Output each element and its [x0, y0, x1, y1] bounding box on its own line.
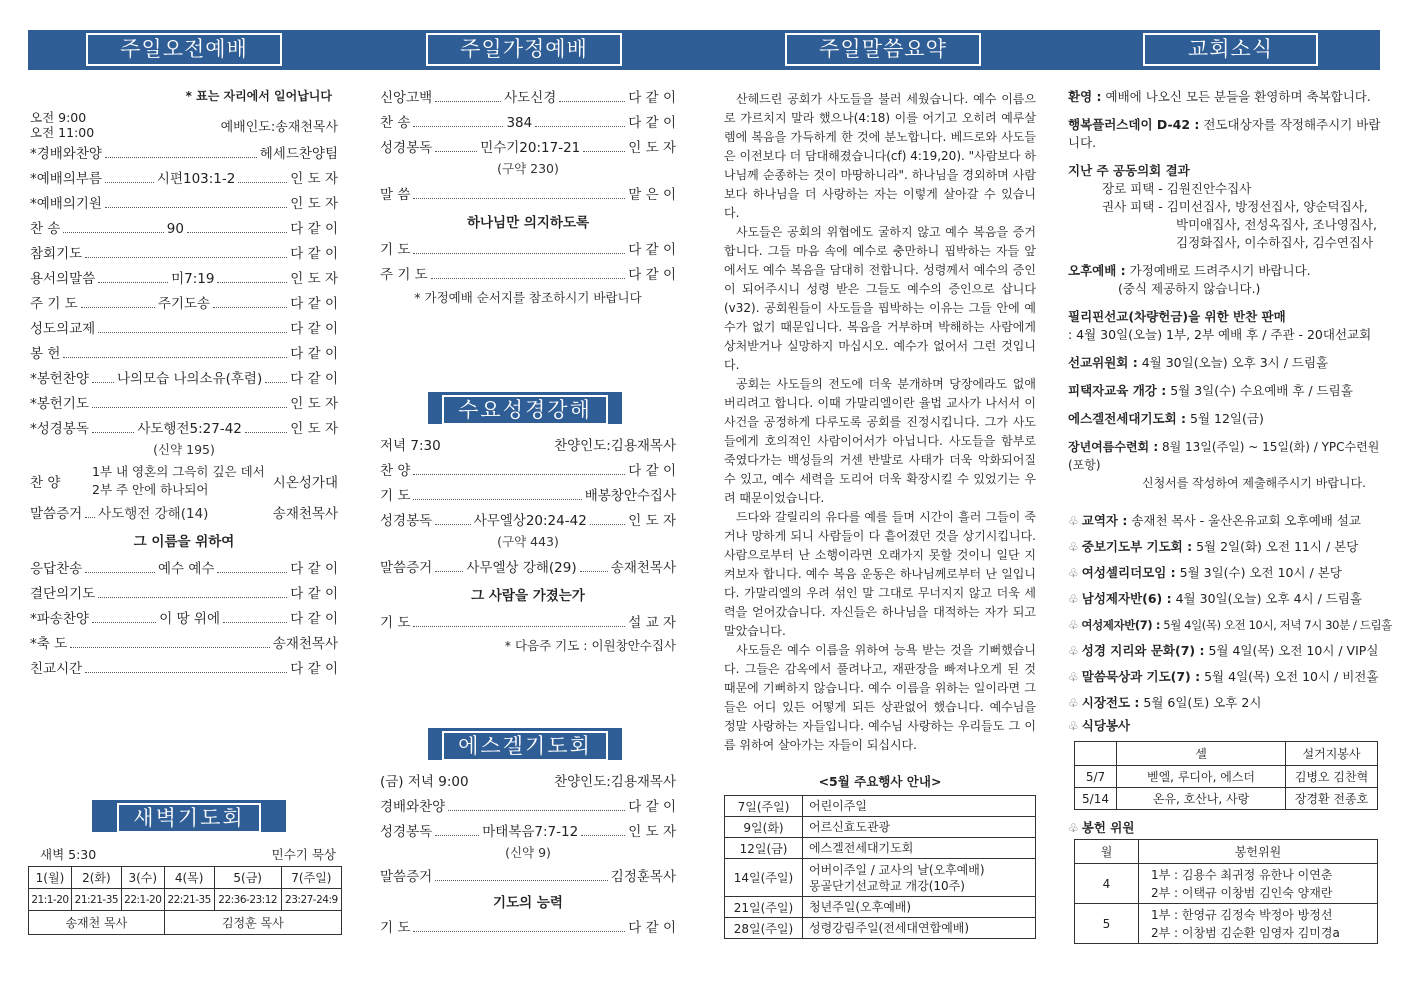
row-label: *경배와찬양 — [30, 146, 102, 162]
meal-cell: 장경환 전종호 — [1286, 788, 1378, 810]
news-item-text: 4월 30일(오늘) 오후 4시 / 드림홀 — [1175, 591, 1363, 606]
family-worship-order — [380, 86, 676, 308]
title-morning-worship: 주일오전예배 — [86, 33, 282, 66]
praise-line2: 2부 주 안에 하나되어 — [92, 482, 209, 497]
sermon-paragraph: 드다와 갈릴리의 유다를 예를 들며 시간이 흘러 그들이 죽거나 망하게 되니 사람들이 다 흩어졌던 것을 상기시킵니다. 사람으로부터 난 소행이라면 오래가지 못할 것이니 일단 지켜보자 합니다. 예수 복음 운동은 하나님께로부터 난 일입니다. 가말리엘의 우려 섞인 말 그대로 무너지지 않고 더욱 세력을 얻어갔습니다. 자신들은 하나님을 대적하는 자가 되고 말았습니다. — [724, 510, 1036, 638]
wednesday-row — [380, 484, 676, 509]
row-label: 신앙고백 — [380, 90, 433, 106]
events-title: <5월 주요행사 안내> — [818, 774, 942, 789]
news-phil-title — [1068, 308, 1382, 326]
row-right: 다 같 이 — [628, 90, 676, 106]
wednesday-time-row — [380, 434, 676, 459]
order-row — [30, 167, 338, 192]
dawn-day: 5(금) — [214, 867, 281, 889]
dawn-verse: 22:1-20 — [121, 889, 164, 911]
news-phil: : 4월 30일(오늘) 1부, 2부 예배 후 / 주관 - 20대선교회 — [1068, 327, 1372, 342]
row-right: 다 같 이 — [290, 246, 338, 262]
row-label: 말씀증거 — [380, 869, 433, 885]
row-right: 인 도 자 — [628, 140, 676, 156]
row-label: 성도의교제 — [30, 321, 96, 337]
order-row — [30, 582, 338, 607]
row-middle: 나의모습 나의소유(후렴) — [116, 371, 263, 387]
dawn-preacher-1: 송재천 목사 — [29, 911, 165, 935]
ezekiel-reading-sub: (신약 9) — [505, 845, 551, 860]
row-label: *예배의기원 — [30, 196, 102, 212]
order-row — [30, 292, 338, 317]
news-item-text: 5월 3일(수) 오전 10시 / 본당 — [1179, 565, 1342, 580]
row-right: 인 도 자 — [290, 271, 339, 287]
row-right: 송재천목사 — [272, 506, 338, 522]
wednesday-leader: 찬양인도:김용재목사 — [554, 438, 676, 454]
news-welcome — [1068, 88, 1382, 106]
news-item-label: 성경 지리와 문화(7) : — [1081, 643, 1205, 658]
council-title — [1068, 162, 1382, 180]
wednesday-reading-sub: (구약 443) — [497, 534, 559, 549]
row-middle: 사도행전5:27-42 — [137, 421, 242, 437]
order-row — [30, 267, 338, 292]
meal-title — [1068, 716, 1130, 734]
meal-cell: 5/7 — [1075, 766, 1117, 788]
clover-icon: ♧ — [1068, 618, 1079, 632]
offer-header: 봉헌위원 — [1139, 840, 1378, 864]
news-ez-text: 5월 12일(금) — [1190, 411, 1264, 426]
sermon-summary — [724, 90, 1036, 755]
event-date: 28일(주일) — [725, 918, 803, 939]
family-row — [380, 136, 676, 161]
event-name: 청년주일(오후예배) — [809, 900, 912, 914]
worship-leader: 예배인도:송재천목사 — [220, 119, 338, 135]
row-label: 봉 헌 — [30, 346, 61, 362]
event-date: 12일(금) — [725, 838, 803, 859]
row-right: 인 도 자 — [628, 513, 677, 529]
row-label: 찬 양 — [380, 463, 411, 479]
row-middle: 사무엘상 강해(29) — [466, 560, 577, 576]
wednesday-prayer-row — [380, 611, 676, 636]
clover-icon: ♧ — [1068, 566, 1079, 580]
meal-cell: 벧엘, 루디아, 에스더 — [1117, 766, 1286, 788]
order-row — [30, 242, 338, 267]
row-middle: 예수 예수 — [158, 561, 215, 577]
row-label: *파송찬양 — [30, 611, 89, 627]
family-reading-sub: (구약 230) — [497, 161, 559, 176]
event-row — [725, 918, 1036, 939]
order-row — [30, 217, 338, 242]
row-label: 응답찬송 — [30, 561, 83, 577]
row-label: 성경봉독 — [380, 140, 433, 156]
order-row — [30, 417, 338, 442]
event-name: 어르신효도관광 — [809, 820, 891, 834]
ezekiel-leader: 찬양인도:김용재목사 — [554, 774, 676, 790]
deacon-names-3: 김정화집사, 이수하집사, 김수연집사 — [1176, 235, 1374, 250]
news-item-label: 말씀묵상과 기도(7) : — [1081, 669, 1201, 684]
row-label: 말 씀 — [380, 187, 411, 203]
row-right: 맡 은 이 — [628, 187, 676, 203]
news-mission-text: 4월 30일(오늘) 오후 3시 / 드림홀 — [1141, 355, 1329, 370]
row-right: 김정훈목사 — [610, 869, 676, 885]
news-happy — [1068, 116, 1382, 152]
meal-header — [1075, 742, 1117, 766]
row-right: 인 도 자 — [290, 421, 339, 437]
event-date: 9일(화) — [725, 817, 803, 838]
offer-month: 4 — [1075, 864, 1139, 904]
row-label: 기 도 — [380, 488, 411, 504]
row-middle: 민수기20:17-21 — [480, 140, 581, 156]
news-welcome-label: 환영 : — [1068, 89, 1102, 104]
event-name: 어버이주일 / 교사의 날(오후예배) — [809, 862, 985, 877]
offer-title — [1068, 818, 1134, 836]
news-happy-label: 행복플러스데이 D-42 : — [1068, 117, 1200, 132]
row-middle: 384 — [506, 115, 533, 131]
news-item-label: 교역자 : — [1081, 513, 1128, 528]
news-pm-text: 가정예배로 드려주시기 바랍니다. — [1129, 263, 1311, 278]
wednesday-next: * 다음주 기도 : 이원창안수집사 — [504, 638, 676, 653]
row-label: 성경봉독 — [380, 513, 433, 529]
ezekiel-word-row — [380, 865, 676, 890]
family-row — [380, 238, 676, 263]
news-item-text: 5월 4일(목) 오전 10시 / VIP실 — [1208, 643, 1379, 658]
dawn-verse: 21:1-20 — [29, 889, 72, 911]
row-label: 친교시간 — [30, 661, 83, 677]
news-item-text: 5월 4일(목) 오전 10시 / 비전홀 — [1204, 669, 1379, 684]
offer-row — [1075, 904, 1378, 944]
clover-icon: ♧ — [1068, 514, 1079, 528]
row-label: *축 도 — [30, 636, 68, 652]
row-right: 송재천목사 — [272, 636, 338, 652]
wednesday-title: 수요성경강해 — [442, 395, 608, 425]
family-note: * 가정예배 순서지를 참조하시기 바랍니다 — [414, 290, 642, 305]
deacon-label: 권사 피택 - — [1102, 199, 1163, 214]
event-name-2: 몽골단기선교학교 개강(10주) — [809, 878, 965, 893]
event-date: 21일(주일) — [725, 897, 803, 918]
church-news — [1068, 88, 1382, 492]
news-welcome-text: 예배에 나오신 모든 분들을 환영하며 축복합니다. — [1105, 89, 1371, 104]
offer-table — [1074, 839, 1378, 944]
offer-title-text: 봉헌 위원 — [1081, 820, 1135, 835]
council-deacon — [1068, 198, 1382, 216]
clover-icon: ♧ — [1068, 696, 1079, 710]
ezekiel-time: (금) 저녁 9:00 — [380, 774, 469, 790]
dawn-day: 2(화) — [71, 867, 121, 889]
row-label: 말씀증거 — [380, 560, 433, 576]
praise-right: 시온성가대 — [272, 475, 338, 491]
news-item-text: 5월 2일(화) 오전 11시 / 본당 — [1196, 539, 1359, 554]
row-label: 기 도 — [380, 615, 411, 631]
wednesday-order — [380, 434, 676, 656]
dawn-day: 1(월) — [29, 867, 72, 889]
order-row — [30, 192, 338, 217]
dawn-prayer-title-box — [92, 800, 286, 832]
elder-names: 김원진안수집사 — [1166, 181, 1252, 196]
clover-icon: ♧ — [1068, 719, 1079, 733]
ezekiel-time-row — [380, 770, 676, 795]
praise-label: 찬 양 — [30, 475, 61, 491]
row-label: 용서의말씀 — [30, 271, 96, 287]
news-retreat-text: 8월 13일(주일) ~ 15일(화) / YPC수련원(포항) — [1068, 440, 1380, 472]
meal-cell: 온유, 호산나, 사랑 — [1117, 788, 1286, 810]
family-sermon-title: 하나님만 의지하도록 — [466, 215, 590, 231]
news-item — [1068, 690, 1382, 716]
ezekiel-sermon-title: 기도의 능력 — [493, 895, 563, 911]
wednesday-sermon-title: 그 사람을 가졌는가 — [471, 588, 585, 604]
row-right: 다 같 이 — [628, 267, 676, 283]
offer-header: 월 — [1075, 840, 1139, 864]
order-row — [30, 342, 338, 367]
row-middle: 주기도송 — [157, 296, 211, 312]
sermon-paragraph: 사도들은 공회의 위협에도 굴하지 않고 예수 복음을 증거합니다. 그들 마음 속에 예수로 충만하니 핍박하는 자들 앞에서도 예수 복음을 담대히 전합니다. 성령께서 예수의 증인이 되어주시니 성령 받은 그들도 예수의 증인으로 삽니다(v32). 공회원들이 사도들을 핍박하는 이유는 그들 안에 예수가 없기 때문입니다. 복음을 거부하며 박해하는 사람에게 상처받거나 실망하지 마십시오. 예수가 없어서 그런 것입니다. — [724, 225, 1036, 372]
council-title-text: 지난 주 공동의회 결과 — [1068, 163, 1190, 178]
top-banner — [28, 30, 1380, 70]
row-right: 다 같 이 — [290, 346, 338, 362]
meal-row — [1075, 788, 1378, 810]
row-right: 헤세드찬양팀 — [259, 146, 338, 162]
row-right: 송재천목사 — [610, 560, 677, 576]
sermon-paragraph: 공회는 사도들의 전도에 더욱 분개하며 당장에라도 없애버리려고 합니다. 이때 가말리엘이란 율법 교사가 나서서 이 사건을 공정하게 다루도록 공회를 진정시킵니다. 그가 사도들에게 호의적인 사람이어서가 아닙니다. 사도들을 함부로 죽였다가는 백성들의 거센 반발로 사태가 더욱 악화되어질 수 있고, 예수 세력을 도리어 더욱 확장시킬 수 있었기는 우려 때문이었습니다. — [724, 377, 1036, 505]
row-label: *봉헌기도 — [30, 396, 89, 412]
dawn-verse: 23:27-24:9 — [281, 889, 341, 911]
council-elder — [1068, 180, 1382, 198]
news-ez — [1068, 410, 1382, 428]
row-right: 다 같 이 — [628, 799, 676, 815]
row-right: 인 도 자 — [290, 396, 338, 412]
news-item — [1068, 508, 1382, 534]
row-right: 다 같 이 — [628, 242, 676, 258]
offer-line-2: 2부 : 이택규 이창범 김인숙 양재란 — [1151, 885, 1333, 900]
row-right: 인 도 자 — [628, 824, 676, 840]
row-right: 다 같 이 — [290, 296, 339, 312]
dawn-day: 4(목) — [164, 867, 214, 889]
row-middle: 미7:19 — [171, 271, 215, 287]
row-middle: 사도신경 — [504, 90, 557, 106]
dawn-time: 새벽 5:30 — [40, 847, 97, 862]
row-label: 말씀증거 — [30, 506, 83, 522]
news-item — [1068, 534, 1382, 560]
row-label: 기 도 — [380, 920, 411, 936]
row-label: 성경봉독 — [380, 824, 433, 840]
wednesday-time: 저녁 7:30 — [380, 438, 441, 454]
family-word-row — [380, 183, 676, 208]
wednesday-row — [380, 459, 676, 484]
title-sermon-summary: 주일말씀요약 — [785, 33, 981, 66]
news-item-label: 여성제자반(7) : — [1081, 618, 1161, 632]
news-ez-label: 에스겔전세대기도회 : — [1068, 411, 1187, 426]
news-item-text: 송재천 목사 - 울산온유교회 오후예배 설교 — [1131, 513, 1361, 528]
order-row — [30, 142, 338, 167]
row-label: *봉헌찬양 — [30, 371, 89, 387]
news-pm-label: 오후예배 : — [1068, 263, 1126, 278]
dawn-verse: 21:21-35 — [71, 889, 121, 911]
meal-cell: 김병오 김찬혁 — [1286, 766, 1378, 788]
dawn-schedule-table — [28, 866, 342, 935]
order-row — [30, 317, 338, 342]
ezekiel-row — [380, 795, 676, 820]
row-label: 경배와찬양 — [380, 799, 446, 815]
news-retreat-2: 신청서를 작성하여 제출해주시기 바랍니다. — [1142, 476, 1366, 490]
clover-icon: ♧ — [1068, 644, 1079, 658]
news-mission-label: 선교위원회 : — [1068, 355, 1138, 370]
clover-icon: ♧ — [1068, 821, 1079, 835]
row-middle: 마태복음7:7-12 — [482, 824, 579, 840]
row-right: 인 도 자 — [290, 171, 339, 187]
offer-line-1: 1부 : 김용수 최귀정 유한나 이연춘 — [1151, 867, 1333, 882]
row-middle: 이 땅 위에 — [159, 611, 220, 627]
row-right: 다 같 이 — [290, 661, 338, 677]
wednesday-row — [380, 509, 676, 534]
event-date: 7일(주일) — [725, 796, 803, 817]
ezekiel-title: 에스겔기도회 — [442, 731, 608, 761]
row-right: 다 같 이 — [290, 371, 339, 387]
offer-line-1: 1부 : 한영규 김정숙 박정아 방정선 — [1151, 907, 1333, 922]
event-row — [725, 897, 1036, 918]
news-item — [1068, 586, 1382, 612]
time-11: 오전 11:00 — [30, 125, 95, 140]
row-middle: 시편103:1-2 — [156, 171, 236, 187]
deacon-names-2: 박미애집사, 전성옥집사, 조나영집사, — [1176, 217, 1377, 232]
sermon-paragraph: 산헤드린 공회가 사도들을 불러 세웠습니다. 예수 이름으로 가르치지 말라 했으나(4:18) 이를 어기고 오히려 예루살렘에 복음을 가득하게 한 것에 분노합니다. 베드로와 사도들은 이전보다 더 담대해졌습니다(cf) 4:19,20). "사람보다 하나님께 순종하는 것이 마땅하니라". 하나님을 경외하며 사람보다 하나님을 더 사랑하는 자는 이렇게 살아갈 수 있습니다. — [724, 92, 1036, 220]
news-phil-title-text: 필리핀선교(차량헌금)을 위한 반찬 판매 — [1068, 309, 1286, 324]
elder-label: 장로 피택 - — [1102, 181, 1163, 196]
ezekiel-row — [380, 820, 676, 845]
news-happy-text: 전도대상자를 작정해주시기 바랍니다. — [1068, 117, 1381, 150]
news-item — [1068, 664, 1382, 690]
order-row — [30, 607, 338, 632]
dawn-prayer-title: 새벽기도회 — [117, 803, 260, 833]
row-right: 다 같 이 — [290, 221, 338, 237]
row-right: 배봉창안수집사 — [584, 488, 676, 504]
meal-cell: 5/14 — [1075, 788, 1117, 810]
order-row — [30, 557, 338, 582]
row-label: 찬 송 — [30, 221, 61, 237]
events-table — [724, 795, 1036, 939]
row-label: 결단의기도 — [30, 586, 96, 602]
row-label: 주 기 도 — [30, 296, 78, 312]
title-church-news: 교회소식 — [1143, 33, 1318, 66]
family-row — [380, 111, 676, 136]
dawn-verse: 22:21-35 — [164, 889, 214, 911]
order-row — [30, 367, 338, 392]
row-middle: 사도행전 강해(14) — [98, 506, 209, 522]
news-item — [1068, 612, 1392, 638]
offer-line-2: 2부 : 이창범 김순환 임영자 김미경a — [1151, 925, 1340, 940]
event-row — [725, 796, 1036, 817]
dawn-book: 민수기 묵상 — [271, 847, 336, 862]
meal-header: 설거지봉사 — [1286, 742, 1378, 766]
offer-row — [1075, 864, 1378, 904]
sermon-title: 그 이름을 위하여 — [133, 534, 235, 550]
sermon-paragraph: 사도들은 예수 이름을 위하여 능욕 받는 것을 기뻐했습니다. 그들은 감옥에서 풀려나고, 재판장을 빠져나오게 된 것 때문에 기뻐하지 않습니다. 예수 이름을 위하는 일이라면 그들은 어디 있든 어떻게 되든 상관없어 했습니다. 예수님을 정말 사랑하는 자들입니다. 예수님 사랑하는 우리들도 그 이름 위하여 살아가는 자들이 되십시다. — [724, 643, 1036, 752]
row-right: 설 교 자 — [628, 615, 676, 631]
time-9: 오전 9:00 — [30, 110, 87, 125]
morning-worship-order — [30, 86, 338, 682]
news-item-label: 시장전도 : — [1081, 695, 1140, 710]
news-edu — [1068, 382, 1382, 400]
row-label: 찬 송 — [380, 115, 411, 131]
event-row — [725, 817, 1036, 838]
news-item — [1068, 560, 1382, 586]
event-name: 어린이주일 — [809, 799, 867, 813]
event-row — [725, 838, 1036, 859]
row-right: 다 같 이 — [628, 463, 676, 479]
event-name: 성령강림주일(전세대연합예배) — [809, 921, 970, 935]
row-right: 다 같 이 — [628, 115, 676, 131]
order-row — [30, 632, 338, 657]
offer-month: 5 — [1075, 904, 1139, 944]
row-middle: 90 — [166, 221, 184, 237]
news-pm-2: (중식 제공하지 않습니다.) — [1118, 281, 1261, 296]
meal-table — [1074, 741, 1378, 810]
row-right: 다 같 이 — [290, 611, 339, 627]
meal-row — [1075, 766, 1378, 788]
dawn-verse: 22:36-23:12 — [214, 889, 281, 911]
family-row — [380, 263, 676, 288]
event-row — [725, 859, 1036, 897]
wednesday-title-box — [428, 392, 622, 424]
news-item-label: 중보기도부 기도회 : — [1081, 539, 1193, 554]
news-item-label: 남성제자반(6) : — [1081, 591, 1172, 606]
row-label: 기 도 — [380, 242, 411, 258]
clover-icon: ♧ — [1068, 592, 1079, 606]
clover-icon: ♧ — [1068, 670, 1079, 684]
title-family-worship: 주일가정예배 — [426, 33, 622, 66]
row-right: 다 같 이 — [290, 321, 338, 337]
news-item-text: 5월 4일(목) 오전 10시, 저녁 7시 30분 / 드림홀 — [1163, 618, 1392, 632]
news-retreat — [1068, 438, 1382, 474]
ezekiel-prayer-row — [380, 916, 676, 941]
event-name: 에스겔전세대기도회 — [809, 841, 914, 855]
news-mission — [1068, 354, 1382, 372]
row-label: 주 기 도 — [380, 267, 428, 283]
praise-line1: 1부 내 영혼의 그윽히 깊은 데서 — [92, 464, 265, 479]
deacon-names-1: 김미선집사, 방정선집사, 양순덕집사, — [1166, 199, 1368, 214]
order-row — [30, 657, 338, 682]
row-middle: 사무엘상20:24-42 — [473, 513, 587, 529]
news-edu-text: 5월 3일(수) 수요예배 후 / 드림홀 — [1170, 383, 1353, 398]
row-right: 다 같 이 — [628, 920, 676, 936]
row-label: 참회기도 — [30, 246, 83, 262]
event-date: 14일(주일) — [725, 859, 803, 897]
standing-note: * 표는 자리에서 일어납니다 — [185, 89, 332, 103]
sermon-row — [30, 502, 338, 527]
news-edu-label: 피택자교육 개강 : — [1068, 383, 1167, 398]
row-right: 인 도 자 — [290, 196, 338, 212]
news-item-text: 5월 6일(토) 오후 2시 — [1143, 695, 1262, 710]
choir-row — [30, 460, 338, 502]
news-items — [1068, 508, 1392, 716]
row-right: 다 같 이 — [290, 586, 338, 602]
clover-icon: ♧ — [1068, 540, 1079, 554]
meal-header: 셀 — [1117, 742, 1286, 766]
row-right: 다 같 이 — [290, 561, 339, 577]
dawn-day: 7(주일) — [281, 867, 341, 889]
row-label: *예배의부름 — [30, 171, 102, 187]
dawn-header — [40, 845, 336, 863]
row-label: *성경봉독 — [30, 421, 89, 437]
order-row — [30, 392, 338, 417]
family-row — [380, 86, 676, 111]
wednesday-word-row — [380, 556, 676, 581]
news-item-label: 여성셀리더모임 : — [1081, 565, 1176, 580]
meal-title-text: 식당봉사 — [1081, 718, 1131, 733]
ezekiel-title-box — [428, 728, 622, 760]
reading-sub: (신약 195) — [153, 442, 215, 457]
news-item — [1068, 638, 1382, 664]
dawn-day: 3(수) — [121, 867, 164, 889]
news-pm — [1068, 262, 1382, 280]
time-leader — [30, 108, 338, 142]
ezekiel-order — [380, 770, 676, 941]
dawn-preacher-2: 김정훈 목사 — [164, 911, 341, 935]
news-retreat-label: 장년여름수련회 : — [1068, 440, 1159, 454]
